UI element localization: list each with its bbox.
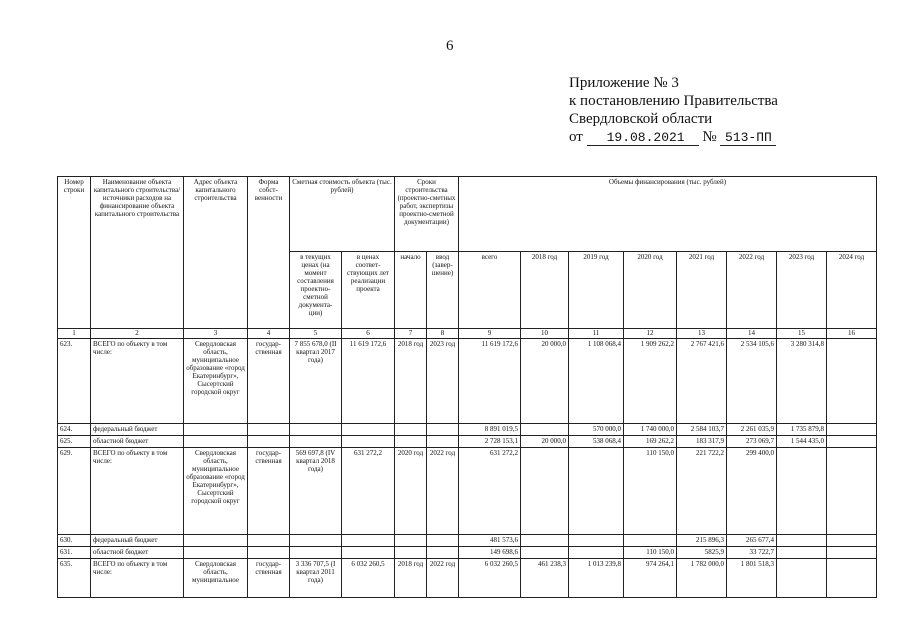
total-value: 631 272,2 [459, 448, 521, 535]
column-number: 5 [290, 329, 342, 339]
header-cost-current: в текущих ценах (на момент составления проектно-сметной документа-ции) [290, 252, 342, 329]
year-value: 110 150,0 [624, 547, 677, 559]
header-year: 2023 год [777, 252, 827, 329]
year-value: 169 262,2 [624, 436, 677, 448]
year-value: 1 801 518,3 [727, 559, 777, 598]
year-value: 1 782 000,0 [677, 559, 727, 598]
object-name: федеральный бюджет [91, 535, 184, 547]
column-number: 14 [727, 329, 777, 339]
cost-current: 3 336 707,5 (I квартал 2011 года) [290, 559, 342, 598]
object-name: ВСЕГО по объекту в том числе: [91, 339, 184, 424]
start-year: 2020 год [395, 448, 427, 535]
start-year: 2018 год [395, 559, 427, 598]
total-value: 481 573,6 [459, 535, 521, 547]
header-start: начало [395, 252, 427, 329]
header-ownership: Форма собст-венности [248, 177, 290, 329]
row-number: 630. [58, 535, 91, 547]
year-value: 1 013 239,8 [569, 559, 624, 598]
column-number: 15 [777, 329, 827, 339]
total-value: 6 032 260,5 [459, 559, 521, 598]
year-value [521, 424, 569, 436]
page-number: 6 [446, 38, 454, 54]
year-value [624, 535, 677, 547]
header-object-name: Наименование объекта капитального строительства/ источники расходов на финансирование объекта капитального строительства [91, 177, 184, 329]
cost-project [342, 436, 395, 448]
end-year: 2022 год [427, 448, 459, 535]
year-value [827, 448, 877, 535]
year-value: 1 108 068,4 [569, 339, 624, 424]
object-address: Свердловская область, муниципальное [184, 559, 248, 598]
start-year [395, 535, 427, 547]
header-year: 2022 год [727, 252, 777, 329]
cost-project [342, 424, 395, 436]
ownership-form [248, 436, 290, 448]
table-row [58, 559, 877, 598]
column-number: 10 [521, 329, 569, 339]
start-year [395, 547, 427, 559]
year-value: 1 735 879,8 [777, 424, 827, 436]
year-value [777, 547, 827, 559]
year-value: 1 909 262,2 [624, 339, 677, 424]
year-value [777, 448, 827, 535]
year-value [569, 535, 624, 547]
header-year: 2018 год [521, 252, 569, 329]
appendix-resolution: к постановлению Правительства [569, 93, 778, 109]
object-address: Свердловская область, муниципальное образование «город Екатеринбург», Сысертский городской округ [184, 448, 248, 535]
row-number: 625. [58, 436, 91, 448]
appendix-title: Приложение № 3 [569, 75, 679, 91]
column-numbers-row [58, 329, 877, 339]
year-value: 221 722,2 [677, 448, 727, 535]
column-number: 11 [569, 329, 624, 339]
table-row [58, 535, 877, 547]
ownership-form [248, 547, 290, 559]
cost-project: 11 619 172,6 [342, 339, 395, 424]
end-year [427, 547, 459, 559]
number-label: № [702, 129, 717, 145]
column-number: 2 [91, 329, 184, 339]
year-value: 215 896,3 [677, 535, 727, 547]
header-cost-project: в ценах соответ-ствующих лет реализации проекта [342, 252, 395, 329]
column-number: 3 [184, 329, 248, 339]
column-number: 13 [677, 329, 727, 339]
table-row [58, 339, 877, 424]
row-number: 631. [58, 547, 91, 559]
appendix-heading [569, 74, 778, 146]
column-number: 16 [827, 329, 877, 339]
year-value [827, 339, 877, 424]
table-row [58, 424, 877, 436]
year-value [569, 448, 624, 535]
column-number: 4 [248, 329, 290, 339]
year-value [827, 559, 877, 598]
cost-project: 631 272,2 [342, 448, 395, 535]
year-value: 299 400,0 [727, 448, 777, 535]
year-value: 1 544 435,0 [777, 436, 827, 448]
year-value [569, 547, 624, 559]
table-row [58, 436, 877, 448]
header-row-1 [58, 177, 877, 252]
end-year [427, 535, 459, 547]
ownership-form [248, 424, 290, 436]
column-number: 6 [342, 329, 395, 339]
header-year: 2024 год [827, 252, 877, 329]
cost-current: 7 855 678,0 (II квартал 2017 года) [290, 339, 342, 424]
column-number: 7 [395, 329, 427, 339]
year-value: 2 534 105,6 [727, 339, 777, 424]
appendix-date-line [569, 128, 778, 146]
table-row [58, 448, 877, 535]
column-number: 12 [624, 329, 677, 339]
cost-current: 569 697,8 (IV квартал 2018 года) [290, 448, 342, 535]
year-value: 183 317,9 [677, 436, 727, 448]
end-year [427, 436, 459, 448]
row-number: 629. [58, 448, 91, 535]
header-total: всего [459, 252, 521, 329]
year-value: 1 740 000,0 [624, 424, 677, 436]
from-label: от [569, 129, 583, 145]
year-value [827, 535, 877, 547]
year-value [827, 547, 877, 559]
year-value: 33 722,7 [727, 547, 777, 559]
ownership-form: государ-ственная [248, 448, 290, 535]
total-value: 8 891 019,5 [459, 424, 521, 436]
appendix-region: Свердловской области [569, 111, 713, 127]
start-year: 2018 год [395, 339, 427, 424]
header-year: 2019 год [569, 252, 624, 329]
cost-project [342, 535, 395, 547]
header-year: 2021 год [677, 252, 727, 329]
object-address: Свердловская область, муниципальное образование «город Екатеринбург», Сысертский городской округ [184, 339, 248, 424]
object-name: ВСЕГО по объекту в том числе: [91, 559, 184, 598]
object-address [184, 535, 248, 547]
header-address: Адрес объекта капитального строительства [184, 177, 248, 329]
end-year [427, 424, 459, 436]
financing-table [57, 176, 877, 598]
end-year: 2022 год [427, 559, 459, 598]
column-number: 9 [459, 329, 521, 339]
ownership-form: государ-ственная [248, 339, 290, 424]
year-value: 110 150,0 [624, 448, 677, 535]
year-value: 974 264,1 [624, 559, 677, 598]
object-name: ВСЕГО по объекту в том числе: [91, 448, 184, 535]
year-value [827, 436, 877, 448]
year-value [827, 424, 877, 436]
object-name: областной бюджет [91, 547, 184, 559]
object-address [184, 424, 248, 436]
ownership-form [248, 535, 290, 547]
row-number: 635. [58, 559, 91, 598]
resolution-date: 19.08.2021 [587, 130, 699, 146]
cost-current [290, 547, 342, 559]
year-value [777, 535, 827, 547]
cost-project [342, 547, 395, 559]
year-value: 2 767 421,6 [677, 339, 727, 424]
year-value: 5825,9 [677, 547, 727, 559]
header-financing: Объемы финансирования (тыс. рублей) [459, 177, 877, 252]
year-value [521, 448, 569, 535]
header-row-no: Номер строки [58, 177, 91, 329]
year-value [521, 535, 569, 547]
year-value: 273 069,7 [727, 436, 777, 448]
year-value: 2 261 035,9 [727, 424, 777, 436]
total-value: 2 728 153,1 [459, 436, 521, 448]
header-year: 2020 год [624, 252, 677, 329]
object-address [184, 547, 248, 559]
cost-current [290, 436, 342, 448]
total-value: 149 698,6 [459, 547, 521, 559]
object-address [184, 436, 248, 448]
year-value: 265 677,4 [727, 535, 777, 547]
column-number: 1 [58, 329, 91, 339]
year-value: 461 238,3 [521, 559, 569, 598]
year-value [521, 547, 569, 559]
start-year [395, 436, 427, 448]
year-value: 20 000,0 [521, 436, 569, 448]
end-year: 2023 год [427, 339, 459, 424]
year-value: 20 000,0 [521, 339, 569, 424]
object-name: областной бюджет [91, 436, 184, 448]
table-row [58, 547, 877, 559]
start-year [395, 424, 427, 436]
ownership-form: государ-ственная [248, 559, 290, 598]
header-commissioning: ввод (завер-шение) [427, 252, 459, 329]
year-value: 2 584 103,7 [677, 424, 727, 436]
cost-current [290, 535, 342, 547]
year-value: 3 280 314,8 [777, 339, 827, 424]
row-number: 624. [58, 424, 91, 436]
column-number: 8 [427, 329, 459, 339]
row-number: 623. [58, 339, 91, 424]
resolution-number: 513-ПП [720, 130, 776, 146]
cost-current [290, 424, 342, 436]
year-value: 538 068,4 [569, 436, 624, 448]
total-value: 11 619 172,6 [459, 339, 521, 424]
header-estimated-cost: Сметная стоимость объекта (тыс. рублей) [290, 177, 395, 252]
year-value [777, 559, 827, 598]
cost-project: 6 032 260,5 [342, 559, 395, 598]
object-name: федеральный бюджет [91, 424, 184, 436]
header-terms: Сроки строительства (проектно-сметных работ, экспертизы проектно-сметной документации) [395, 177, 459, 252]
year-value: 570 000,0 [569, 424, 624, 436]
